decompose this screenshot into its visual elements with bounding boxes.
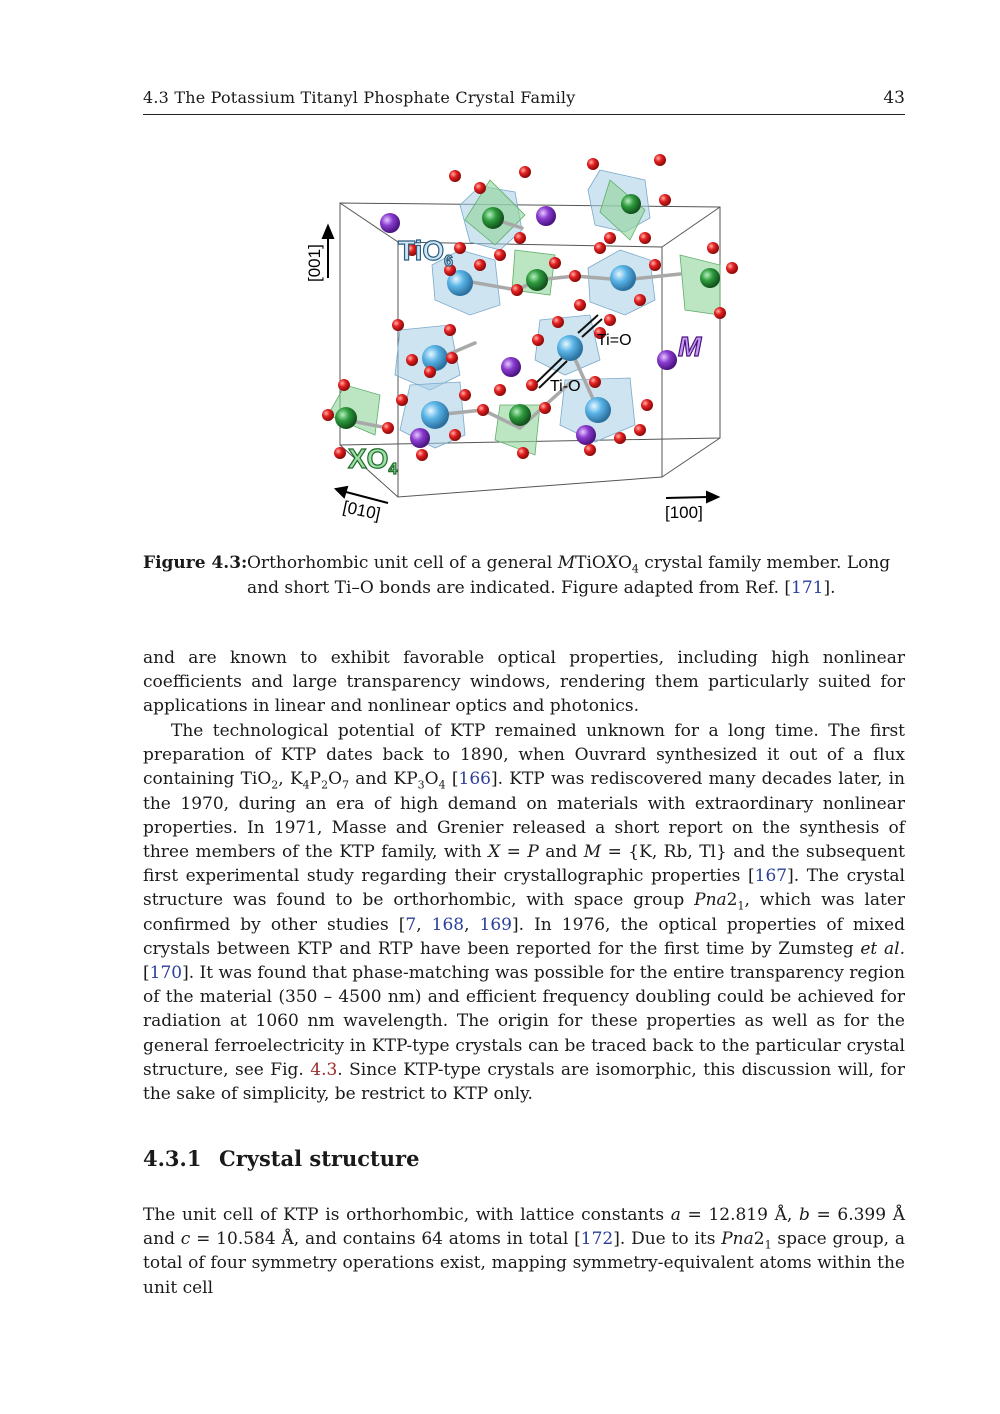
- ti-double-bond-label: Ti=O: [597, 332, 632, 349]
- figure-caption: [143, 551, 905, 600]
- axis-label-100: [100]: [665, 503, 703, 522]
- citation-link[interactable]: 172: [580, 1229, 614, 1250]
- section-header: 4.3 The Potassium Titanyl Phosphate Crystal Family: [143, 88, 576, 107]
- m-label: M: [678, 331, 702, 362]
- subsection-title: Crystal structure: [219, 1146, 420, 1171]
- citation-link[interactable]: 168: [431, 914, 465, 935]
- page-number: 43: [883, 88, 905, 108]
- citation-link[interactable]: 7: [405, 914, 417, 935]
- paragraph-1: and are known to exhibit favorable optical properties, including high nonlinear coefficients and large transparency windows, rendering them particularly suited for applications in linear and nonlinear optics and photonics.: [143, 648, 905, 717]
- figure-link[interactable]: 4.3: [310, 1059, 338, 1080]
- subsection-heading: [143, 1146, 419, 1171]
- citation-link[interactable]: 169: [479, 914, 512, 935]
- running-header: [143, 88, 905, 115]
- citation-link[interactable]: 171: [791, 577, 824, 598]
- paragraph-3: The unit cell of KTP is orthorhombic, with lattice constants a = 12.819 Å, b = 6.399 Å and c = 10.584 Å, and contains 64 atoms in total [172]. Due to its $Pna2_1$ space group, a total of four symmetry operations exist, mapping symmetry-equivalent atoms within the unit cell: [143, 1205, 906, 1298]
- caption-text: Orthorhombic unit cell of a general MTiOXO$_4$ crystal family member. Long and short Ti–O bonds are indicated. Figure adapted from Ref. [171].: [247, 553, 891, 598]
- paragraph-2: The technological potential of KTP remained unknown for a long time. The first preparation of KTP dates back to 1890, when Ouvrard synthesized it out of a flux containing TiO$_2$, $K_4P_2O_7$ and $KP_3O_4$ [166]. KTP was rediscovered many decades later, in the 1970, during an era of high demand on materials with extraordinary nonlinear properties. In 1971, Masse and Grenier released a short report on the synthesis of three members of the KTP family, with X = P and M = {K, Rb, Tl} and the subsequent first experimental study regarding their crystallographic properties [167]. The crystal structure was found to be orthorhombic, with space group $Pna2_1$, which was later confirmed by other studies [7, 168, 169]. In 1976, the optical properties of mixed crystals between KTP and RTP have been reported for the first time by Zumsteg et al. [170]. It was found that phase-matching was possible for the entire transparency region of the material (350 – 4500 nm) and efficient frequency doubling could be achieved for radiation at 1060 nm wavelength. The origin for these properties as well as for the general ferroelectricity in KTP-type crystals can be traced back to the particular crystal structure, see Fig. 4.3. Since KTP-type crystals are isomorphic, this discussion will, for the sake of simplicity, be restrict to KTP only.: [143, 721, 905, 1105]
- citation-link[interactable]: 167: [754, 866, 788, 887]
- ti-single-bond-label: Ti-O: [550, 378, 581, 395]
- ktp-unit-cell-figure: [300, 150, 760, 535]
- xo4-label: $XO_4$: [348, 443, 398, 478]
- caption-label: Figure 4.3:: [143, 553, 248, 573]
- axis-label-010: [010]: [341, 497, 383, 524]
- tio6-label: TiO$_6$: [398, 235, 454, 270]
- citation-link[interactable]: 170: [149, 963, 183, 984]
- axis-label-001: [001]: [305, 244, 324, 282]
- subsection-number: 4.3.1: [143, 1146, 202, 1171]
- citation-link[interactable]: 166: [458, 769, 491, 790]
